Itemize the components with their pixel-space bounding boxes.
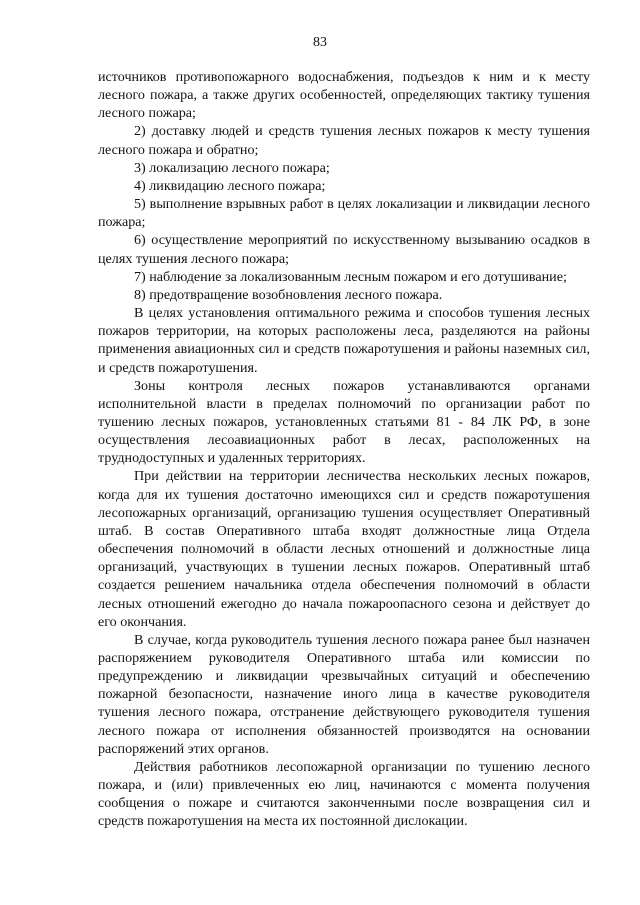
list-item-4: 4) ликвидацию лесного пожара; [134,177,326,194]
paragraph-fire-chief: В случае, когда руководитель тушения лесного пожара ранее был назначен распоряжением руководителя Оперативного штаба или комиссии по предупреждению и ликвидации чрезвычайных ситуаций и обеспечению пожарной безопасности, назначение иного лица в качестве руководителя тушения лесного пожара, отстранение действующего руководителя тушения лесного пожара от исполнения обязанностей производятся на основании распоряжений этих органов. [98,631,590,757]
list-item-6: 6) осуществление мероприятий по искусственному вызыванию осадков в целях тушения лесного пожара; [98,232,590,267]
list-item-7: 7) наблюдение за локализованным лесным пожаром и его дотушивание; [134,268,567,285]
paragraph-operational-staff: При действии на территории лесничества нескольких лесных пожаров, когда для их тушения достаточно имеющихся сил и средств пожаротушения лесопожарных организаций, организацию тушения осуществляет Оперативный штаб. В состав Оперативного штаба входят должностные лица Отдела обеспечения полномочий в области лесных отношений и должностные лица организаций, участвующих в тушении лесных пожаров. Оперативный штаб создается решением начальника отдела обеспечения полномочий в области лесных отношений ежегодно до начала пожароопасного сезона и действует до его окончания. [98,468,590,630]
list-item-3: 3) локализацию лесного пожара; [134,159,330,176]
paragraph-control-zones: Зоны контроля лесных пожаров устанавливаются органами исполнительной власти в пределах полномочий по организации работ по тушению лесных пожаров, установленных статьями 81 - 84 ЛК РФ, в зоне осуществления лесоавиационных работ в лесах, расположенных на труднодоступных и удаленных территориях. [98,377,590,467]
body-text [98,68,590,831]
paragraph-districts: В целях установления оптимального режима и способов тушения лесных пожаров территории, на которых расположены леса, разделяются на районы применения авиационных сил и средств пожаротушения и районы наземных сил, и средств пожаротушения. [98,305,590,376]
page-number: 83 [313,35,327,50]
list-item-2: 2) доставку людей и средств тушения лесных пожаров к месту тушения лесного пожара и обратно; [98,123,590,158]
paragraph-continuation: источников противопожарного водоснабжения, подъездов к ним и к месту лесного пожара, а также других особенностей, определяющих тактику тушения лесного пожара; [98,69,590,122]
paragraph-actions: Действия работников лесопожарной организации по тушению лесного пожара, и (или) привлеченных ею лиц, начинаются с момента получения сообщения о пожаре и считаются законченными после возвращения сил и средств пожаротушения на места их постоянной дислокации. [98,758,590,830]
list-item-5: 5) выполнение взрывных работ в целях локализации и ликвидации лесного пожара; [98,196,590,231]
list-item-8: 8) предотвращение возобновления лесного пожара. [134,286,443,303]
